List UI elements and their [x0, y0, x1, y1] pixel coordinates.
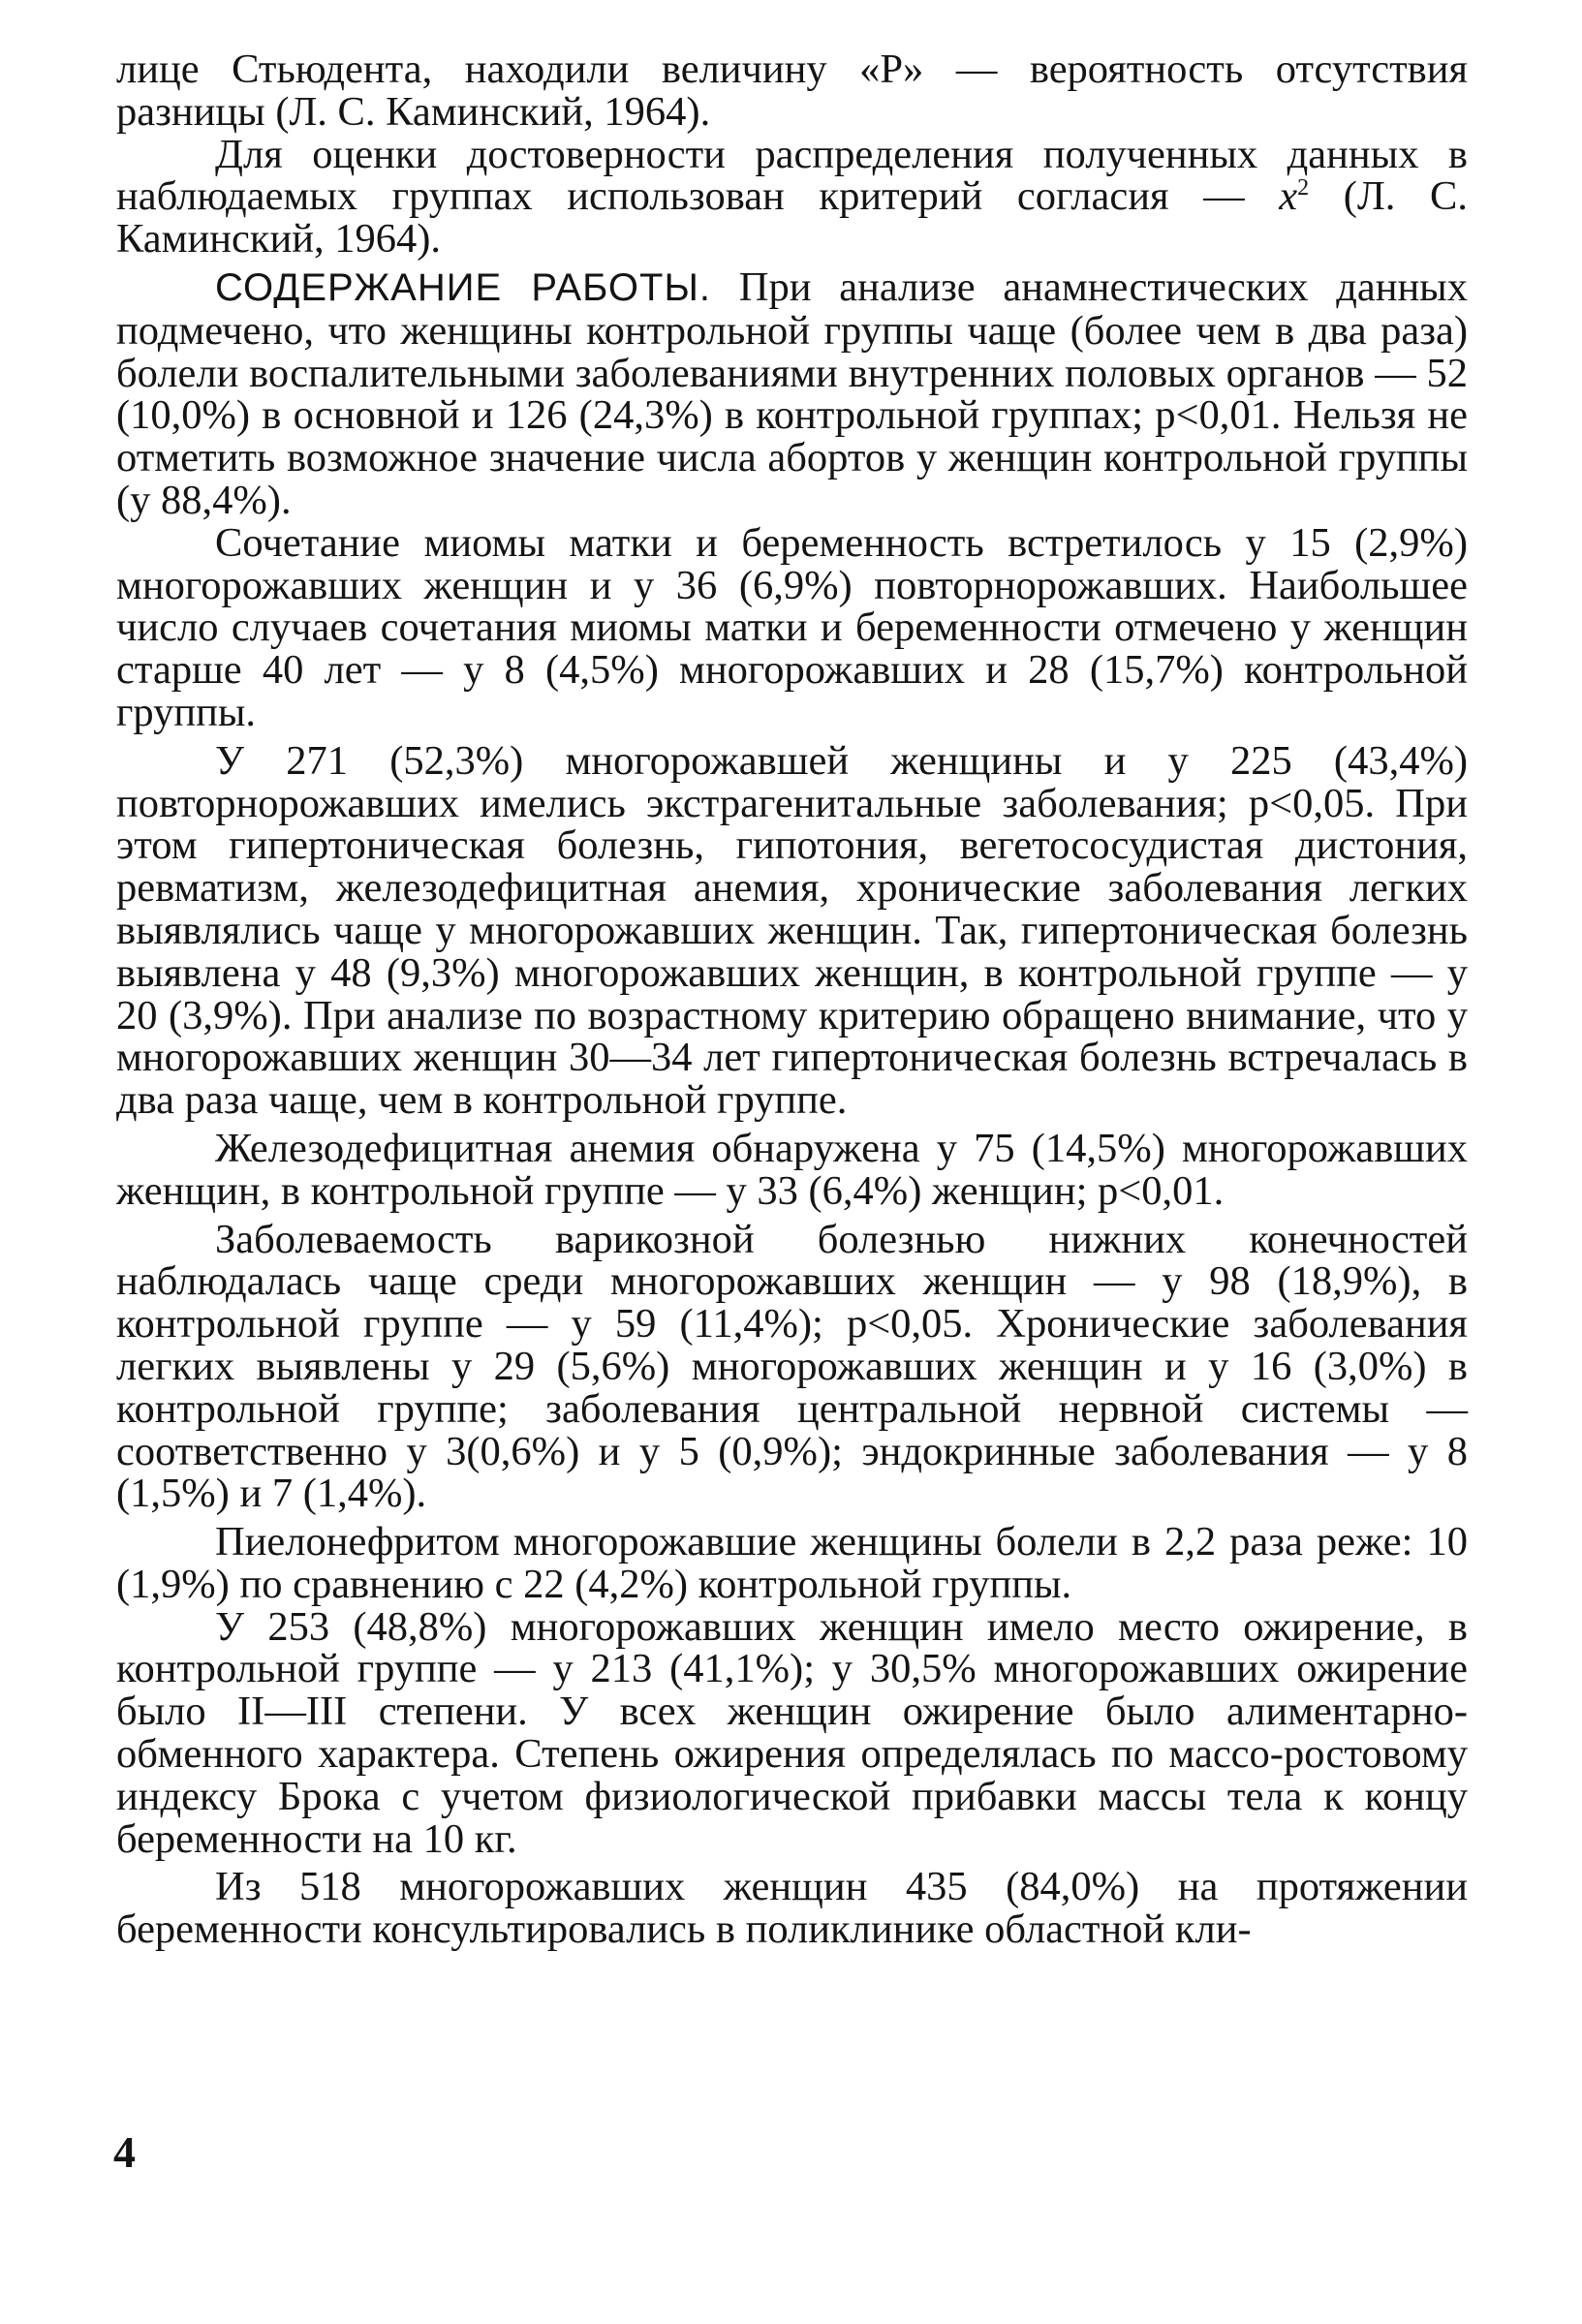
- paragraph-text: (Л. С. Каминский, 1964).: [116, 173, 1469, 263]
- paragraph-consultation: Из 518 многорожавших женщин 435 (84,0%) на протяжении беременности консультировались в поликлинике областной кли-: [116, 1864, 1468, 1953]
- superscript: 2: [1297, 175, 1310, 201]
- paragraph-anemia: Железодефицитная анемия обнаружена у 75 (14,5%) многорожавших женщин, в контрольной группе — у 33 (6,4%) женщин; p<0,01.: [116, 1125, 1468, 1214]
- section-heading: СОДЕРЖАНИЕ РАБОТЫ.: [215, 265, 711, 309]
- paragraph-pyelonephritis: Пиелонефритом многорожавшие женщины болели в 2,2 раза реже: 10 (1,9%) по сравнению с 22 (4,2%) контрольной группы.: [116, 1519, 1468, 1607]
- chi-variable: x: [1279, 173, 1298, 220]
- paragraph-text: При анализе анамнестических данных подмечено, что женщины контрольной группы чаще (более чем в два раза) болели воспалительными заболеваниями внутренних половых органов — 52 (10,0%) в основной и 126 (24,3%) в контрольной группах; p<0,01. Нельзя не отметить возможное значение числа абортов у женщин контрольной группы (у 88,4%).: [116, 263, 1468, 523]
- paragraph-chi-square: [116, 131, 1469, 263]
- page-body: [116, 48, 1468, 1951]
- paragraph-varicose: Заболеваемость варикозной болезнью нижних конечностей наблюдалась чаще среди многорожавших женщин — у 98 (18,9%), в контрольной группе — у 59 (11,4%); p<0,05. Хронические заболевания легких выявлены у 29 (5,6%) многорожавших женщин и у 16 (3,0%) в контрольной группе; заболевания центральной нервной системы — соответственно у 3(0,6%) и у 5 (0,9%); эндокринные заболевания — у 8 (1,5%) и 7 (1,4%).: [116, 1216, 1468, 1517]
- paragraph-extragenital: У 271 (52,3%) многорожавшей женщины и у 225 (43,4%) повторнорожавших имелись экстрагенитальные заболевания; p<0,05. При этом гипертоническая болезнь, гипотония, вегетососудистая дистония, ревматизм, железодефицитная анемия, хронические заболевания легких выявлялись чаще у многорожавших женщин. Так, гипертоническая болезнь выявлена у 48 (9,3%) многорожавших женщин, в контрольной группе — у 20 (3,9%). При анализе по возрастному критерию обращено внимание, что у многорожавших женщин 30—34 лет гипертоническая болезнь встречалась в два раза чаще, чем в контрольной группе.: [116, 737, 1468, 1124]
- paragraph-myoma: Сочетание миомы матки и беременность встретилось у 15 (2,9%) многорожавших женщин и у 36 (6,9%) повторнорожавших. Наибольшее число случаев сочетания миомы матки и беременности отмечено у женщин старше 40 лет — у 8 (4,5%) многорожавших и 28 (15,7%) контрольной группы.: [116, 519, 1468, 735]
- paragraph-text: Для оценки достоверности распределения полученных данных в наблюдаемых группах использован критерий согласия —: [116, 131, 1468, 220]
- paragraph-results: [116, 263, 1468, 523]
- paragraph-continuation: лице Стьюдента, находили величину «P» — вероятность отсутствия разницы (Л. С. Каминский, 1964).: [116, 46, 1468, 135]
- paragraph-obesity: У 253 (48,8%) многорожавших женщин имело место ожирение, в контрольной группе — у 213 (41,1%); у 30,5% многорожавших ожирение было II—III степени. У всех женщин ожирение было алиментарно-обменного характера. Степень ожирения определялась по массо-ростовому индексу Брока с учетом физиологической прибавки массы тела к концу беременности на 10 кг.: [116, 1603, 1468, 1862]
- page-number: 4: [113, 2127, 136, 2177]
